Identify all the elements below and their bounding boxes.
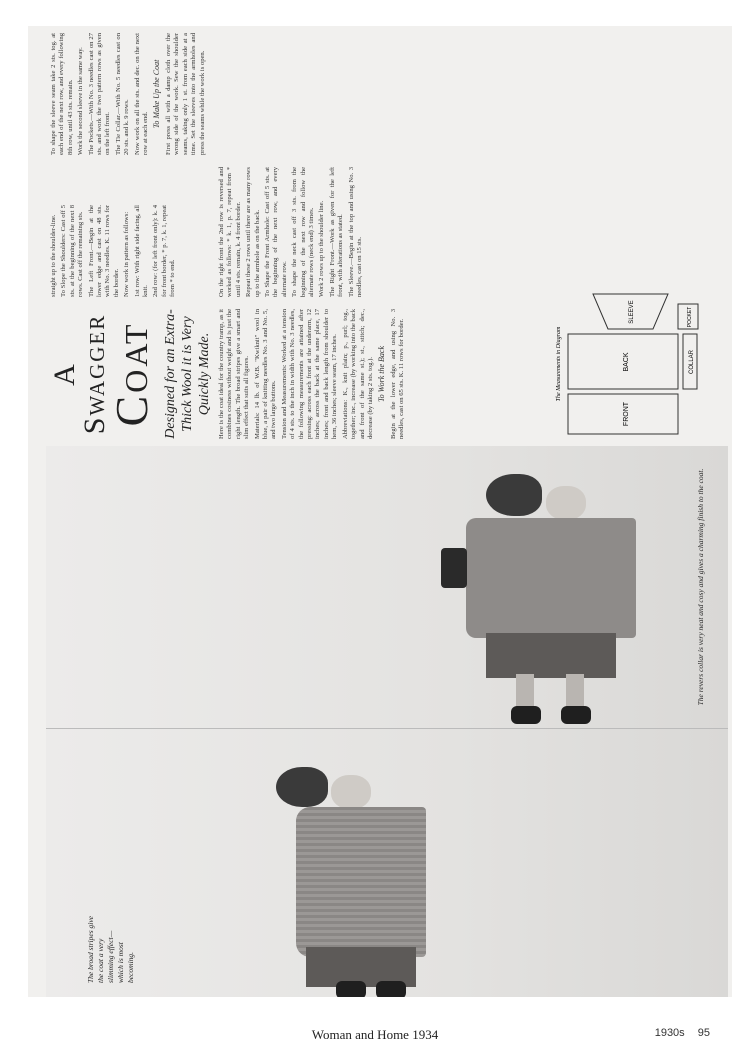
diagram-label-sleeve: SLEEVE (629, 300, 635, 324)
diagram-label-front: FRONT (623, 401, 630, 427)
abbreviations-paragraph: Abbreviations: K., knit plain; p., purl; tog., together; inc., increase (by working into the back and front of the same st.); st., stitch; dec., decrease (by taking 2 sts. tog.). (341, 309, 374, 439)
article-title-line1: A Swagger (48, 313, 111, 435)
paragraph: 2nd row: (for left front only): k. 4 for front border, * p. 7, k. 1, repeat from * to end. (152, 205, 177, 297)
text-column-1 (50, 205, 180, 297)
photo-left (46, 729, 728, 997)
text-column-2 (218, 309, 409, 439)
paragraph: Begin at the lower edge, and using No. 3 needles, cast on 65 sts. K. 11 rows for border. (389, 309, 406, 439)
paragraph: 1st row: With right side facing, all knit. (133, 205, 150, 297)
source-credit: Woman and Home 1934 (311, 1027, 439, 1042)
hat-shape (276, 767, 328, 807)
paragraph: Now work in pattern as follows: (123, 211, 131, 297)
diagram-label-collar: COLLAR (689, 349, 695, 375)
paragraph: To shape the neck cast off 3 sts. from the beginning of the next row and follow the alternate rows (neck end) 3 times. (291, 167, 316, 297)
shoe-shape (561, 706, 591, 724)
shoe-shape (376, 981, 406, 997)
paragraph: The Tie Collar.—With No. 5 needles cast on 20 sts. and k. 9 rows. (114, 33, 131, 155)
leg-shape (566, 674, 584, 708)
paragraph: The Sleeve.—Begin at the top and using No. 3 needles, cast on 15 sts. (347, 167, 364, 297)
coat-shape (466, 518, 636, 638)
paragraph: The Pockets.—With No. 3 needles cast on 27 sts. and work the two pattern rows as given on the left front. (87, 33, 112, 155)
section-heading: To Make Up the Coat (152, 59, 162, 129)
paragraph: To Shape the Front Armhole: Cast off 5 sts. at the beginning of the next row, and every alternate row. (264, 167, 288, 297)
paragraph: The Left Front.—Begin at the lower edge and cast on 48 sts. with No. 3 needles. K. 11 rows for the border. (87, 205, 120, 297)
paragraph: To shape the sleeve seam take 2 sts. tog. at each end of the next row, and every following 8th row, until 43 sts. remain. (50, 33, 74, 155)
article-title-block (50, 309, 213, 439)
hat-shape (486, 474, 542, 516)
paragraph: To Slope the Shoulders: Cast off 5 sts. at the beginning of the next 8 rows. Cast off the remaining sts. (60, 205, 85, 297)
magazine-scan (28, 26, 732, 997)
text-column-3 (218, 167, 367, 297)
paragraph: On the right front the 2nd row is reversed and worked as follows: * k. 1, p. 7, repeat from * until 4 sts. remain, k. 4 front border. (218, 167, 242, 297)
section-heading: To Work the Back (377, 345, 387, 403)
shoe-shape (336, 981, 366, 997)
article-subtitle: Designed for an Extra-Thick Wool it is Very Quickly Made. (163, 309, 212, 439)
photo-caption-middle: The revers collar is very neat and cosy and gives a charming finish to the coat. (696, 468, 705, 706)
paragraph: Work 2 rows up to the shoulder line. (318, 200, 326, 297)
paragraph: First press all with a damp cloth over the wrong side of the work. Sew the shoulder seams, taking only 1 st. from each side at a time. Set the sleeves into the armholes and press the seams while the work is open. (164, 33, 206, 155)
page-number: 95 (697, 1027, 710, 1039)
skirt-shape (486, 633, 616, 678)
article-title-line2: Coat (106, 321, 157, 427)
paragraph: The Right Front.—Work as given for the left front, with alterations as stated. (328, 167, 345, 297)
face-shape (331, 775, 371, 809)
page-footer-right (645, 1027, 710, 1039)
text-column-4 (50, 33, 209, 155)
shoe-shape (511, 706, 541, 724)
photo-caption-left: The broad stripes give the coat a very slimming effect—which is most becoming. (86, 915, 135, 983)
diagram-title: The Measurements in Diagram (556, 326, 562, 402)
handbag-shape (441, 548, 467, 588)
face-shape (546, 486, 586, 520)
paragraph: straight up to the shoulder-line. (50, 214, 57, 297)
diagram-svg (548, 289, 708, 439)
coat-shape (296, 807, 426, 957)
paragraph: Repeat these 2 rows until there are as many rows up to the armhole as on the back. (245, 167, 261, 297)
paragraph: Work the second sleeve in the same way. (77, 47, 85, 155)
materials-paragraph: Materials: 14 lb. of W.B. "Kwiknit" wool in blue, a pair of knitting needles No. 3 and No. 5, and two large buttons. (253, 309, 278, 439)
decade-label: 1930s (654, 1027, 685, 1039)
paragraph: Now work on all the sts. and dec. on the next row at each end. (133, 33, 150, 155)
diagram-label-back: BACK (623, 352, 630, 372)
intro-paragraph: Here is the coat ideal for the country tramp, as it combines cosiness without weight and is just the right length. The broad stripes give a smart and slim effect that suits all figures. (218, 309, 251, 439)
photo-middle (46, 446, 728, 729)
measurements-paragraph: Tension and Measurements: Worked at a tension of 4 sts. to the inch in width with No. 3 needles, the following measurements are attained after pressing: across each front at the underarm, 12 inches; across the back at the same place, 17 inches; front and back length from shoulder to hem, 36 inches; sleeve seam, 17 inches. (280, 309, 339, 439)
measurement-diagram (548, 289, 708, 439)
diagram-label-pocket: POCKET (687, 306, 693, 328)
leg-shape (516, 674, 534, 708)
